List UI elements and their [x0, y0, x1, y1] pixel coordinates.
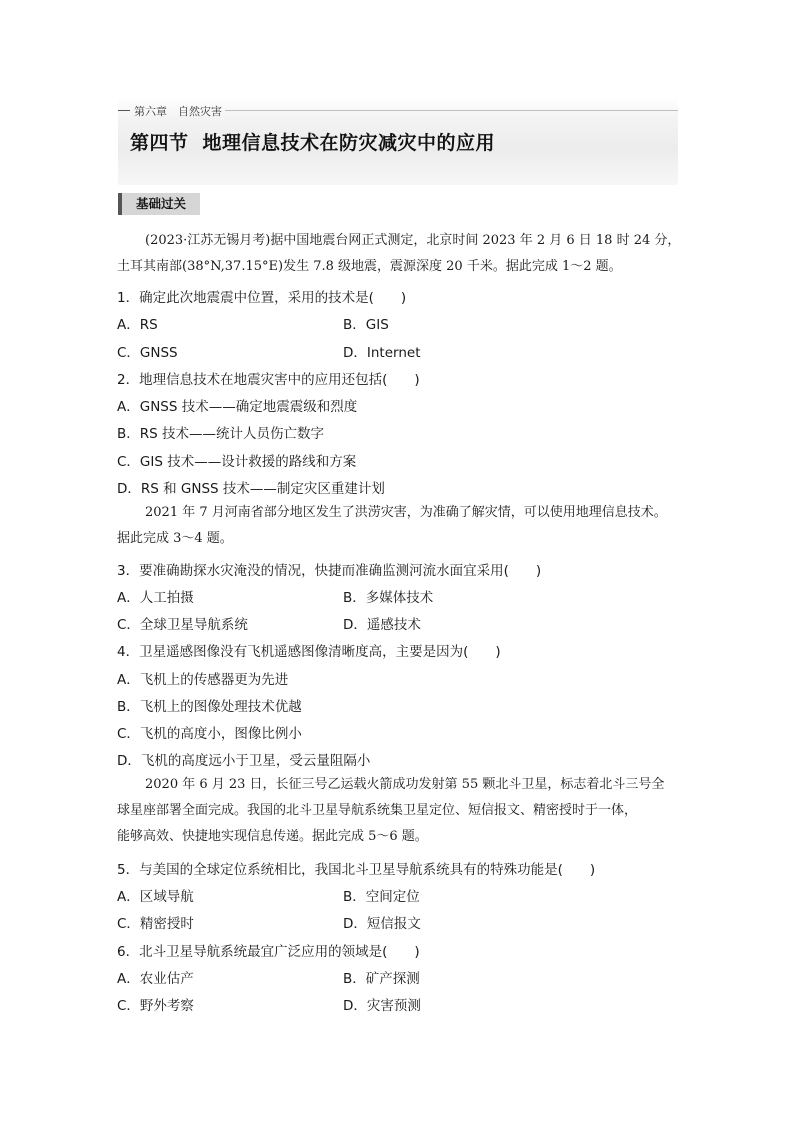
- section-tab-basic: 基础过关: [118, 193, 200, 215]
- question-5-option-c[interactable]: C．精密授时: [117, 916, 194, 932]
- question-3-option-d[interactable]: D．遥感技术: [343, 617, 421, 633]
- chapter-label: 第六章 自然灾害: [134, 105, 222, 118]
- header-rule-right: [225, 110, 678, 111]
- passage-1-line-2: 土耳其南部(38°N,37.15°E)发生 7.8 级地震，震源深度 20 千米。据此完成 1～2 题。: [117, 259, 622, 274]
- section-number: 第四节: [130, 132, 189, 154]
- header-rule-left: [118, 110, 130, 111]
- passage-2-line-1: 2021 年 7 月河南省部分地区发生了洪涝灾害，为准确了解灾情，可以使用地理信息技术。: [145, 505, 667, 520]
- question-5-option-a[interactable]: A．区域导航: [117, 889, 194, 905]
- question-3-option-a[interactable]: A．人工拍摄: [117, 590, 194, 606]
- question-6-option-c[interactable]: C．野外考察: [117, 998, 194, 1014]
- section-title-text: 地理信息技术在防灾减灾中的应用: [202, 132, 496, 154]
- question-4-option-d[interactable]: D．飞机的高度远小于卫星，受云量阻隔小: [117, 753, 371, 769]
- question-6-option-a[interactable]: A．农业估产: [117, 971, 194, 987]
- question-6-option-d[interactable]: D．灾害预测: [343, 998, 421, 1014]
- question-1-option-a[interactable]: A．RS: [117, 317, 158, 333]
- question-4-option-c[interactable]: C．飞机的高度小，图像比例小: [117, 726, 302, 742]
- section-title: [130, 128, 495, 155]
- passage-3: [117, 772, 687, 850]
- question-2-option-a[interactable]: A．GNSS 技术——确定地震震级和烈度: [117, 399, 358, 415]
- question-2-option-d[interactable]: D．RS 和 GNSS 技术——制定灾区重建计划: [117, 481, 385, 497]
- question-3-stem: 3．要准确勘探水灾淹没的情况，快捷而准确监测河流水面宜采用( ): [117, 563, 542, 579]
- passage-2: [117, 500, 687, 552]
- passage-3-line-1: 2020 年 6 月 23 日，长征三号乙运载火箭成功发射第 55 颗北斗卫星，标志着北斗三号全: [145, 777, 665, 792]
- question-1-option-b[interactable]: B．GIS: [343, 317, 389, 333]
- question-5-stem: 5．与美国的全球定位系统相比，我国北斗卫星导航系统具有的特殊功能是( ): [117, 862, 596, 878]
- question-1-option-c[interactable]: C．GNSS: [117, 345, 178, 361]
- question-4-option-a[interactable]: A．飞机上的传感器更为先进: [117, 672, 289, 688]
- question-3-option-b[interactable]: B．多媒体技术: [343, 590, 434, 606]
- question-1-option-d[interactable]: D．Internet: [343, 345, 421, 361]
- question-2-option-c[interactable]: C．GIS 技术——设计救援的路线和方案: [117, 454, 357, 470]
- passage-2-line-2: 据此完成 3～4 题。: [117, 531, 233, 546]
- question-5-option-b[interactable]: B．空间定位: [343, 889, 420, 905]
- passage-1-line-1: (2023·江苏无锡月考)据中国地震台网正式测定，北京时间 2023 年 2 月 6 日 18 时 24 分，: [145, 233, 681, 248]
- question-2-option-b[interactable]: B．RS 技术——统计人员伤亡数字: [117, 426, 325, 442]
- question-4-stem: 4．卫星遥感图像没有飞机遥感图像清晰度高，主要是因为( ): [117, 644, 501, 660]
- question-2-stem: 2．地理信息技术在地震灾害中的应用还包括( ): [117, 372, 420, 388]
- passage-3-line-2: 球星座部署全面完成。我国的北斗卫星导航系统集卫星定位、短信报文、精密授时于一体，: [117, 803, 638, 818]
- question-6-stem: 6．北斗卫星导航系统最宜广泛应用的领域是( ): [117, 944, 420, 960]
- question-5-option-d[interactable]: D．短信报文: [343, 916, 421, 932]
- passage-3-line-3: 能够高效、快捷地实现信息传递。据此完成 5～6 题。: [117, 829, 428, 844]
- question-3-option-c[interactable]: C．全球卫星导航系统: [117, 617, 248, 633]
- question-4-option-b[interactable]: B．飞机上的图像处理技术优越: [117, 699, 302, 715]
- question-1-stem: 1．确定此次地震震中位置，采用的技术是( ): [117, 290, 407, 306]
- question-6-option-b[interactable]: B．矿产探测: [343, 971, 420, 987]
- passage-1: [117, 228, 687, 280]
